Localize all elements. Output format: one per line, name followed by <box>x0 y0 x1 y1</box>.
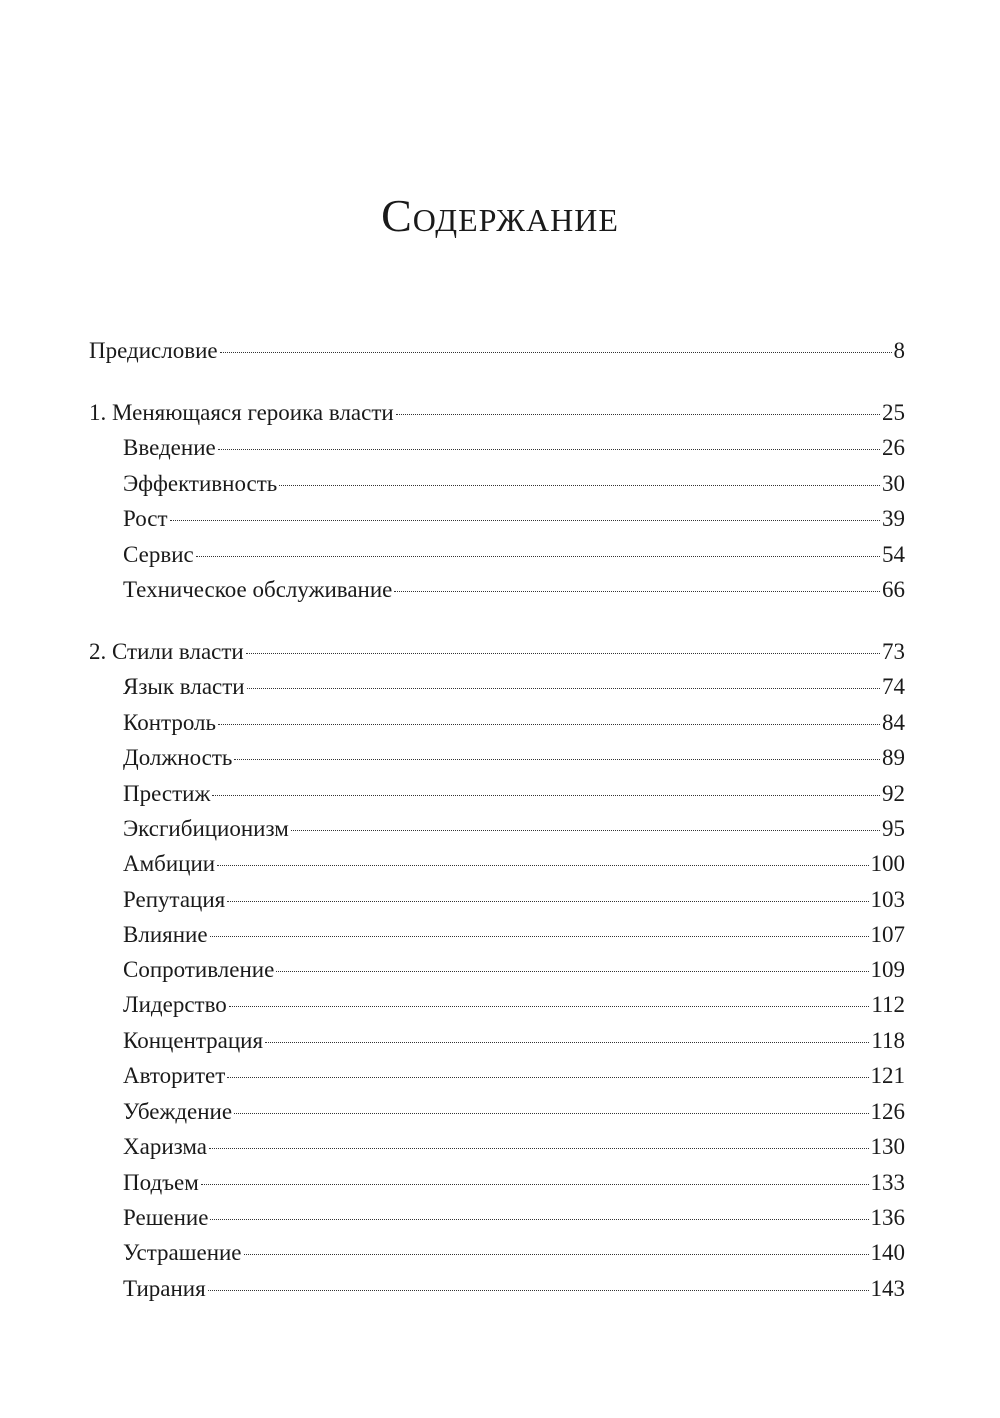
toc-entry-page-number: 92 <box>882 781 905 806</box>
toc-entry-page-number: 84 <box>882 710 905 735</box>
toc-section-entry <box>123 779 905 809</box>
toc-section-entry <box>123 743 905 773</box>
toc-entry-label: Язык власти <box>123 674 245 699</box>
toc-entry-page-number: 74 <box>882 674 905 699</box>
toc-entry-label: Сопротивление <box>123 957 275 982</box>
toc-entry-page-number: 126 <box>870 1099 905 1124</box>
toc-dot-leader <box>218 449 880 450</box>
toc-entry-label: Предисловие <box>89 338 218 363</box>
toc-dot-leader <box>229 1006 870 1007</box>
toc-entry-page-number: 121 <box>870 1063 905 1088</box>
toc-section-entry <box>123 990 905 1020</box>
toc-section-entry <box>123 708 905 738</box>
toc-chapter-entry <box>89 336 905 366</box>
toc-entry-page-number: 54 <box>882 542 905 567</box>
toc-entry-page-number: 133 <box>870 1170 905 1195</box>
toc-entry-label: Подъем <box>123 1170 199 1195</box>
toc-entry-label: Рост <box>123 506 168 531</box>
toc-section-entry <box>123 1274 905 1304</box>
toc-entry-page-number: 66 <box>882 577 905 602</box>
toc-section-entry <box>123 575 905 605</box>
toc-entry-page-number: 130 <box>870 1134 905 1159</box>
toc-dot-leader <box>279 485 880 486</box>
toc-entry-label: Харизма <box>123 1134 207 1159</box>
page-title: Содержание <box>381 190 619 241</box>
toc-entry-page-number: 143 <box>870 1276 905 1301</box>
toc-entry-page-number: 26 <box>882 435 905 460</box>
toc-entry-label: Должность <box>123 745 233 770</box>
toc-entry-page-number: 30 <box>882 471 905 496</box>
toc-dot-leader <box>244 1254 869 1255</box>
toc-section-entry <box>123 1026 905 1056</box>
toc-dot-leader <box>170 520 880 521</box>
toc-section-entry <box>123 885 905 915</box>
toc-dot-leader <box>276 971 868 972</box>
toc-section-entry <box>123 1061 905 1091</box>
toc-entry-label: Убеждение <box>123 1099 233 1124</box>
toc-chapter-entry <box>89 637 905 667</box>
toc-entry-label: Устрашение <box>123 1240 242 1265</box>
toc-entry-label: Сервис <box>123 542 194 567</box>
toc-dot-leader <box>208 1290 869 1291</box>
toc-section-entry <box>123 1168 905 1198</box>
toc-dot-leader <box>227 901 868 902</box>
toc-entry-label: Решение <box>123 1205 209 1230</box>
toc-dot-leader <box>246 653 880 654</box>
toc-entry-page-number: 95 <box>882 816 905 841</box>
toc-entry-label: Концентрация <box>123 1028 264 1053</box>
toc-section-entry <box>123 955 905 985</box>
toc-chapter-entry <box>89 398 905 428</box>
toc-entry-label: Амбиции <box>123 851 216 876</box>
toc-section-entry <box>123 504 905 534</box>
toc-entry-label: Контроль <box>123 710 216 735</box>
toc-entry-page-number: 89 <box>882 745 905 770</box>
toc-section-entry <box>123 672 905 702</box>
toc-entry-page-number: 8 <box>893 338 905 363</box>
toc-entry-label: Влияние <box>123 922 208 947</box>
toc-entry-label: Престиж <box>123 781 211 806</box>
toc-dot-leader <box>209 1148 869 1149</box>
toc-section-entry <box>123 433 905 463</box>
toc-dot-leader <box>234 759 880 760</box>
toc-dot-leader <box>247 688 880 689</box>
toc-entry-page-number: 109 <box>870 957 905 982</box>
toc-entry-label: Эксгибиционизм <box>123 816 289 841</box>
toc-entry-page-number: 100 <box>870 851 905 876</box>
toc-dot-leader <box>291 830 880 831</box>
toc-section-entry <box>123 849 905 879</box>
toc-section-entry <box>123 469 905 499</box>
toc-entry-label: Техническое обслуживание <box>123 577 393 602</box>
toc-section-entry <box>123 1238 905 1268</box>
toc-dot-leader <box>212 795 880 796</box>
toc-dot-leader <box>217 865 868 866</box>
toc-section-entry <box>123 1132 905 1162</box>
toc-section-entry <box>123 814 905 844</box>
toc-section-entry <box>123 920 905 950</box>
toc-section-entry <box>123 1203 905 1233</box>
toc-dot-leader <box>210 936 869 937</box>
toc-entry-label: 2. Стили власти <box>89 639 244 664</box>
toc-entry-page-number: 103 <box>870 887 905 912</box>
toc-dot-leader <box>396 414 880 415</box>
toc-entry-label: Лидерство <box>123 992 227 1017</box>
toc-dot-leader <box>196 556 880 557</box>
toc-dot-leader <box>234 1113 868 1114</box>
toc-entry-page-number: 112 <box>871 992 905 1017</box>
toc-dot-leader <box>394 591 880 592</box>
toc-entry-page-number: 25 <box>882 400 905 425</box>
toc-section-entry <box>123 540 905 570</box>
toc-dot-leader <box>201 1184 869 1185</box>
toc-entry-label: Авторитет <box>123 1063 226 1088</box>
toc-entry-label: 1. Меняющаяся героика власти <box>89 400 394 425</box>
toc-section-entry <box>123 1097 905 1127</box>
toc-dot-leader <box>210 1219 868 1220</box>
toc-entry-page-number: 107 <box>870 922 905 947</box>
toc-entry-label: Эффективность <box>123 471 278 496</box>
toc-entry-page-number: 140 <box>870 1240 905 1265</box>
toc-entry-label: Введение <box>123 435 216 460</box>
toc-entry-page-number: 39 <box>882 506 905 531</box>
toc-dot-leader <box>265 1042 869 1043</box>
toc-entry-page-number: 118 <box>871 1028 905 1053</box>
toc-entry-page-number: 73 <box>882 639 905 664</box>
toc-dot-leader <box>227 1077 868 1078</box>
toc-dot-leader <box>218 724 880 725</box>
toc-entry-label: Репутация <box>123 887 226 912</box>
toc-entry-page-number: 136 <box>870 1205 905 1230</box>
toc-dot-leader <box>220 352 892 353</box>
toc-entry-label: Тирания <box>123 1276 206 1301</box>
